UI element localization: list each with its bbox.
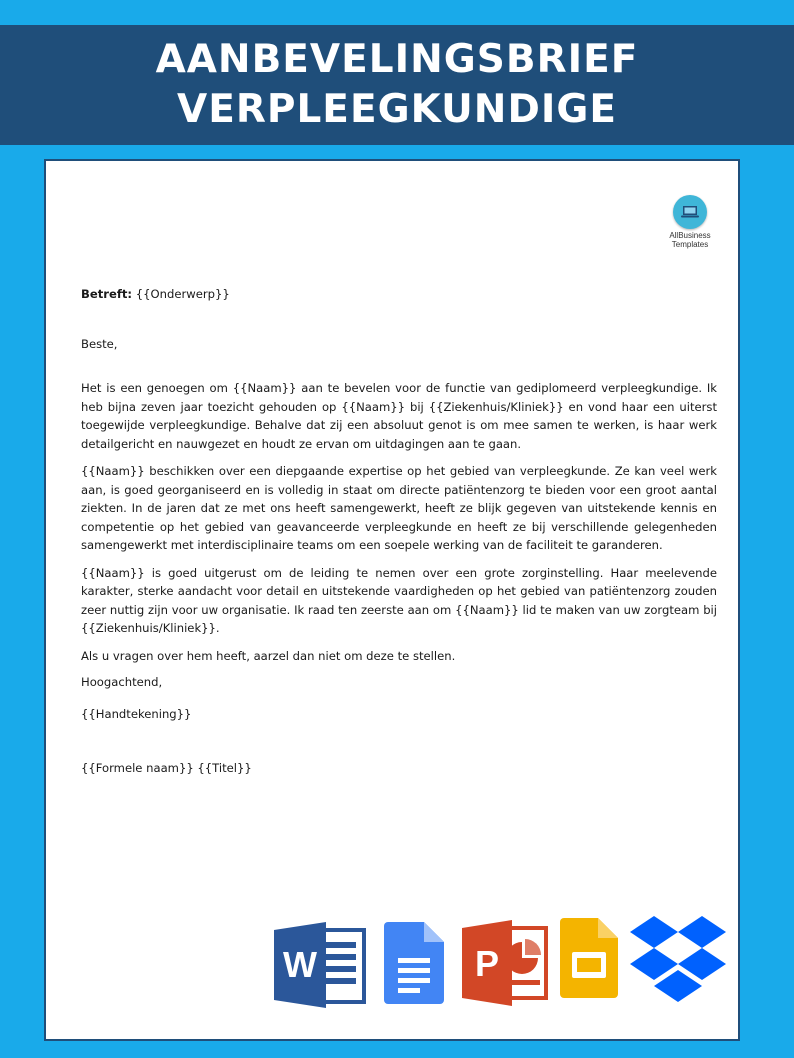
letter-body <box>81 285 717 778</box>
laptop-icon <box>673 195 707 229</box>
powerpoint-icon[interactable] <box>462 920 548 1006</box>
subject-line <box>81 285 717 304</box>
word-icon[interactable] <box>274 922 368 1008</box>
name-title-placeholder: {{Formele naam}} {{Titel}} <box>81 761 252 775</box>
dropbox-icon[interactable] <box>630 916 726 1006</box>
google-docs-icon[interactable] <box>384 922 444 1004</box>
document-page <box>44 159 740 1041</box>
top-strip <box>0 0 794 25</box>
svg-text:P: P <box>474 943 500 984</box>
paragraph-4: Als u vragen over hem heeft, aarzel dan niet om deze te stellen. <box>81 648 456 663</box>
logo-line-1: AllBusiness <box>669 231 711 240</box>
paragraph-3: {{Naam}} is goed uitgerust om de leiding te nemen over een grote zorginstelling. Haar meelevende karakter, sterke aandacht voor detail en uitstekende vaardigheden op het gebied van patiëntenzorg zouden zeer nuttig zijn voor uw organisatie. Ik raad ten zeerste aan om {{Naam}} lid te maken van uw zorgteam bij {{Ziekenhuis/Kliniek}}. <box>81 565 717 635</box>
signature-placeholder: {{Handtekening}} <box>81 706 192 721</box>
logo-line-2: Templates <box>671 240 709 249</box>
greeting: Beste, <box>81 336 118 351</box>
title-line-1: AANBEVELINGSBRIEF <box>155 37 639 82</box>
title-line-2: VERPLEEGKUNDIGE <box>177 87 617 132</box>
subject-value: {{Onderwerp}} <box>135 287 230 301</box>
title-banner <box>0 25 794 145</box>
svg-text:W: W <box>283 944 317 985</box>
closing: Hoogachtend, <box>81 675 163 689</box>
paragraph-1: Het is een genoegen om {{Naam}} aan te bevelen voor de functie van gediplomeerd verpleegkundige. Ik heb bijna zeven jaar toezicht gehouden op {{Naam}} bij {{Ziekenhuis/Kliniek}} en vond haar een uiterst toegewijde verpleegkundige. Behalve dat zij een absoluut genot is om mee samen te werken, is haar werk detailgericht en nauwgezet en houdt ze ervan om uitdagingen aan te gaan. <box>81 381 717 451</box>
allbusiness-logo <box>660 195 720 249</box>
google-slides-icon[interactable] <box>560 918 618 998</box>
subject-label: Betreft: <box>81 287 133 301</box>
paragraph-2: {{Naam}} beschikken over een diepgaande expertise op het gebied van verpleegkunde. Ze kan veel werk aan, is goed georganiseerd en is volledig in staat om directe patiëntenzorg te bieden voor een groot aantal ziekten. In de jaren dat ze met ons heeft samengewerkt, heeft ze blijk gegeven van uitstekende kennis en competentie op het gebied van geavanceerde verpleegkunde en heeft ze bij verschillende gelegenheden samengewerkt met interdisciplinaire teams om een soepele werking van de faciliteit te garanderen. <box>81 464 717 552</box>
